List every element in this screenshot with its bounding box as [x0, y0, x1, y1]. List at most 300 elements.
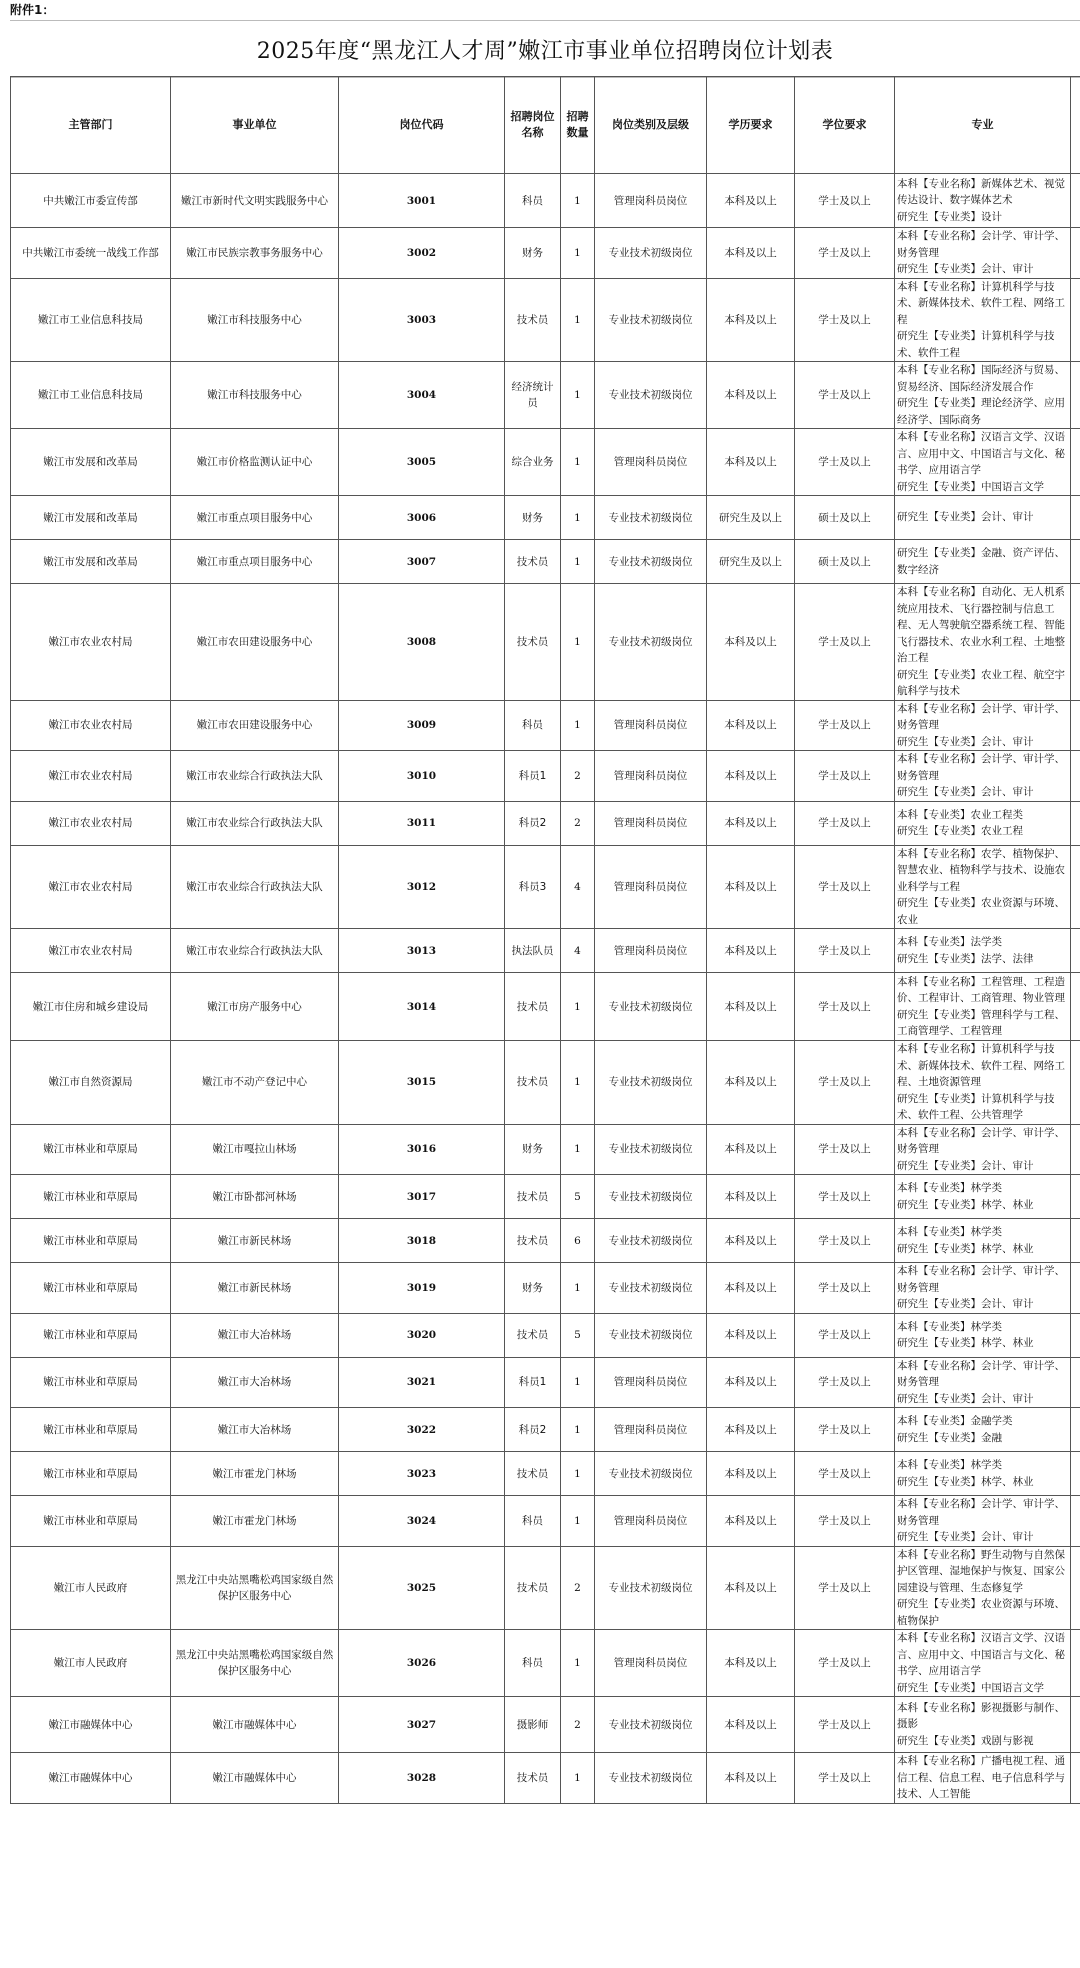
row-major: 本科【专业名称】会计学、审计学、财务管理 研究生【专业类】会计、审计: [895, 228, 1071, 279]
row-major: 研究生【专业类】会计、审计: [895, 496, 1071, 540]
row-code: 3014: [339, 973, 505, 1041]
row-dept: 嫩江市农业农村局: [11, 845, 171, 929]
row-category: 专业技术初级岗位: [595, 496, 707, 540]
row-position: 科员: [505, 1496, 561, 1547]
row-position: 技术员: [505, 584, 561, 701]
row-degree: 学士及以上: [795, 1263, 895, 1314]
row-category: 专业技术初级岗位: [595, 1041, 707, 1125]
row-major: 本科【专业名称】计算机科学与技术、新媒体技术、软件工程、网络工程 研究生【专业类】计算机科学与技术、软件工程: [895, 278, 1071, 362]
row-position: 综合业务: [505, 429, 561, 496]
row-education: 本科及以上: [707, 228, 795, 279]
row-unit: 嫩江市农业综合行政执法大队: [171, 845, 339, 929]
row-code: 3004: [339, 362, 505, 429]
row-degree: 学士及以上: [795, 1452, 895, 1496]
row-position: 科员1: [505, 1357, 561, 1408]
table-row: [11, 228, 1080, 279]
row-position: 科员: [505, 700, 561, 751]
row-count: 1: [561, 496, 595, 540]
row-unit: 黑龙江中央站黑嘴松鸡国家级自然保护区服务中心: [171, 1546, 339, 1630]
row-degree: 学士及以上: [795, 1630, 895, 1697]
row-category: 管理岗科员岗位: [595, 174, 707, 228]
row-major: 本科【专业名称】汉语言文学、汉语言、应用中文、中国语言与文化、秘书学、应用语言学 研究生【专业类】中国语言文学: [895, 1630, 1071, 1697]
row-extra: [1071, 845, 1080, 929]
table-row: [11, 1313, 1080, 1357]
row-education: 本科及以上: [707, 845, 795, 929]
row-education: 本科及以上: [707, 1175, 795, 1219]
header-education: 学历要求: [707, 77, 795, 174]
row-category: 专业技术初级岗位: [595, 1263, 707, 1314]
table-row: [11, 1496, 1080, 1547]
row-degree: 硕士及以上: [795, 540, 895, 584]
row-unit: 嫩江市房产服务中心: [171, 973, 339, 1041]
row-code: 3010: [339, 751, 505, 802]
row-unit: 嫩江市新民林场: [171, 1263, 339, 1314]
row-unit: 嫩江市大冶林场: [171, 1357, 339, 1408]
row-extra: [1071, 174, 1080, 228]
row-extra: [1071, 1263, 1080, 1314]
row-count: 1: [561, 429, 595, 496]
row-code: 3005: [339, 429, 505, 496]
row-education: 本科及以上: [707, 584, 795, 701]
row-major: 本科【专业名称】会计学、审计学、财务管理 研究生【专业类】会计、审计: [895, 751, 1071, 802]
header-category: 岗位类别及层级: [595, 77, 707, 174]
row-extra: [1071, 540, 1080, 584]
row-major: 本科【专业名称】野生动物与自然保护区管理、湿地保护与恢复、国家公园建设与管理、生态修复学 研究生【专业类】农业资源与环境、植物保护: [895, 1546, 1071, 1630]
row-major: 本科【专业名称】广播电视工程、通信工程、信息工程、电子信息科学与技术、人工智能: [895, 1753, 1071, 1804]
table-body: [11, 174, 1080, 1804]
row-degree: 学士及以上: [795, 1753, 895, 1804]
table-row: [11, 362, 1080, 429]
row-unit: 嫩江市新民林场: [171, 1219, 339, 1263]
row-major: 本科【专业类】法学类 研究生【专业类】法学、法律: [895, 929, 1071, 973]
table-row: [11, 1041, 1080, 1125]
header-code: 岗位代码: [339, 77, 505, 174]
row-category: 专业技术初级岗位: [595, 278, 707, 362]
row-degree: 学士及以上: [795, 1041, 895, 1125]
row-extra: [1071, 1219, 1080, 1263]
row-category: 管理岗科员岗位: [595, 1630, 707, 1697]
table-row: [11, 700, 1080, 751]
row-category: 专业技术初级岗位: [595, 540, 707, 584]
row-education: 本科及以上: [707, 700, 795, 751]
row-major: 本科【专业名称】会计学、审计学、财务管理 研究生【专业类】会计、审计: [895, 1496, 1071, 1547]
row-education: 本科及以上: [707, 278, 795, 362]
row-code: 3020: [339, 1313, 505, 1357]
row-dept: 嫩江市融媒体中心: [11, 1697, 171, 1753]
row-education: 本科及以上: [707, 1408, 795, 1452]
row-code: 3026: [339, 1630, 505, 1697]
table-row: [11, 584, 1080, 701]
table-row: [11, 929, 1080, 973]
row-count: 2: [561, 1697, 595, 1753]
attachment-label: 附件1：: [10, 3, 55, 17]
row-dept: 嫩江市发展和改革局: [11, 429, 171, 496]
row-count: 1: [561, 1408, 595, 1452]
row-degree: 学士及以上: [795, 1124, 895, 1175]
row-position: 技术员: [505, 1452, 561, 1496]
row-code: 3013: [339, 929, 505, 973]
header-position: 招聘岗位名称: [505, 77, 561, 174]
row-count: 1: [561, 362, 595, 429]
row-extra: [1071, 1452, 1080, 1496]
row-dept: 嫩江市农业农村局: [11, 584, 171, 701]
row-dept: 嫩江市人民政府: [11, 1546, 171, 1630]
row-extra: [1071, 584, 1080, 701]
row-dept: 嫩江市农业农村局: [11, 929, 171, 973]
table-row: [11, 751, 1080, 802]
row-degree: 学士及以上: [795, 228, 895, 279]
row-code: 3003: [339, 278, 505, 362]
row-position: 技术员: [505, 1313, 561, 1357]
row-position: 技术员: [505, 1219, 561, 1263]
row-dept: 嫩江市林业和草原局: [11, 1219, 171, 1263]
row-code: 3018: [339, 1219, 505, 1263]
row-position: 财务: [505, 1263, 561, 1314]
row-dept: 嫩江市林业和草原局: [11, 1175, 171, 1219]
row-education: 本科及以上: [707, 429, 795, 496]
row-category: 专业技术初级岗位: [595, 973, 707, 1041]
row-extra: [1071, 1753, 1080, 1804]
row-extra: [1071, 751, 1080, 802]
row-extra: [1071, 1313, 1080, 1357]
row-unit: 嫩江市农业综合行政执法大队: [171, 801, 339, 845]
row-count: 4: [561, 929, 595, 973]
row-education: 本科及以上: [707, 174, 795, 228]
row-category: 专业技术初级岗位: [595, 1313, 707, 1357]
row-category: 专业技术初级岗位: [595, 1546, 707, 1630]
row-dept: 嫩江市林业和草原局: [11, 1357, 171, 1408]
row-education: 研究生及以上: [707, 540, 795, 584]
row-count: 1: [561, 228, 595, 279]
row-count: 1: [561, 973, 595, 1041]
row-position: 技术员: [505, 1175, 561, 1219]
row-extra: [1071, 496, 1080, 540]
row-education: 本科及以上: [707, 801, 795, 845]
row-count: 5: [561, 1313, 595, 1357]
row-degree: 学士及以上: [795, 929, 895, 973]
row-code: 3006: [339, 496, 505, 540]
row-education: 本科及以上: [707, 751, 795, 802]
row-degree: 学士及以上: [795, 1313, 895, 1357]
row-category: 专业技术初级岗位: [595, 584, 707, 701]
row-education: 本科及以上: [707, 1496, 795, 1547]
row-major: 本科【专业名称】新媒体艺术、视觉传达设计、数字媒体艺术 研究生【专业类】设计: [895, 174, 1071, 228]
table-row: [11, 1408, 1080, 1452]
table-header-row: [11, 77, 1080, 174]
row-category: 专业技术初级岗位: [595, 1219, 707, 1263]
row-count: 1: [561, 1496, 595, 1547]
row-extra: [1071, 801, 1080, 845]
row-dept: 中共嫩江市委统一战线工作部: [11, 228, 171, 279]
row-extra: [1071, 1496, 1080, 1547]
row-dept: 嫩江市林业和草原局: [11, 1263, 171, 1314]
row-major: 本科【专业名称】自动化、无人机系统应用技术、飞行器控制与信息工程、无人驾驶航空器系统工程、智能飞行器技术、农业水利工程、土地整治工程 研究生【专业类】农业工程、航空宇航科学与技术: [895, 584, 1071, 701]
row-education: 本科及以上: [707, 1124, 795, 1175]
row-position: 技术员: [505, 973, 561, 1041]
row-education: 研究生及以上: [707, 496, 795, 540]
table-row: [11, 1124, 1080, 1175]
row-major: 本科【专业类】林学类 研究生【专业类】林学、林业: [895, 1452, 1071, 1496]
row-position: 财务: [505, 1124, 561, 1175]
row-unit: 嫩江市大冶林场: [171, 1408, 339, 1452]
row-dept: 嫩江市林业和草原局: [11, 1313, 171, 1357]
row-major: 本科【专业类】农业工程类 研究生【专业类】农业工程: [895, 801, 1071, 845]
row-position: 执法队员: [505, 929, 561, 973]
table-row: [11, 1263, 1080, 1314]
row-count: 1: [561, 1753, 595, 1804]
header-degree: 学位要求: [795, 77, 895, 174]
row-major: 本科【专业名称】会计学、审计学、财务管理 研究生【专业类】会计、审计: [895, 1263, 1071, 1314]
row-extra: [1071, 700, 1080, 751]
row-category: 管理岗科员岗位: [595, 845, 707, 929]
row-position: 财务: [505, 228, 561, 279]
row-category: 管理岗科员岗位: [595, 1496, 707, 1547]
table-row: [11, 973, 1080, 1041]
table-row: [11, 1753, 1080, 1804]
header-count: 招聘数量: [561, 77, 595, 174]
table-row: [11, 1452, 1080, 1496]
row-code: 3022: [339, 1408, 505, 1452]
row-degree: 学士及以上: [795, 362, 895, 429]
row-count: 2: [561, 751, 595, 802]
row-category: 专业技术初级岗位: [595, 1753, 707, 1804]
row-code: 3019: [339, 1263, 505, 1314]
row-extra: [1071, 929, 1080, 973]
row-position: 经济统计员: [505, 362, 561, 429]
row-unit: 嫩江市农田建设服务中心: [171, 584, 339, 701]
row-education: 本科及以上: [707, 929, 795, 973]
row-unit: 嫩江市大冶林场: [171, 1313, 339, 1357]
row-unit: 嫩江市农业综合行政执法大队: [171, 751, 339, 802]
row-code: 3012: [339, 845, 505, 929]
row-count: 1: [561, 584, 595, 701]
row-major: 本科【专业名称】国际经济与贸易、贸易经济、国际经济发展合作 研究生【专业类】理论经济学、应用经济学、国际商务: [895, 362, 1071, 429]
row-category: 管理岗科员岗位: [595, 751, 707, 802]
row-category: 管理岗科员岗位: [595, 700, 707, 751]
row-category: 管理岗科员岗位: [595, 1357, 707, 1408]
header-unit: 事业单位: [171, 77, 339, 174]
row-unit: 嫩江市霍龙门林场: [171, 1496, 339, 1547]
row-count: 1: [561, 1263, 595, 1314]
row-position: 技术员: [505, 278, 561, 362]
row-extra: [1071, 1357, 1080, 1408]
table-row: [11, 845, 1080, 929]
row-dept: 嫩江市工业信息科技局: [11, 362, 171, 429]
row-extra: [1071, 429, 1080, 496]
row-category: 专业技术初级岗位: [595, 1452, 707, 1496]
row-extra: [1071, 1041, 1080, 1125]
row-unit: 嫩江市融媒体中心: [171, 1753, 339, 1804]
row-category: 专业技术初级岗位: [595, 362, 707, 429]
row-count: 1: [561, 174, 595, 228]
row-education: 本科及以上: [707, 1041, 795, 1125]
row-code: 3027: [339, 1697, 505, 1753]
row-degree: 学士及以上: [795, 1546, 895, 1630]
row-major: 本科【专业类】林学类 研究生【专业类】林学、林业: [895, 1313, 1071, 1357]
row-extra: [1071, 362, 1080, 429]
row-major: 本科【专业类】金融学类 研究生【专业类】金融: [895, 1408, 1071, 1452]
row-position: 科员: [505, 1630, 561, 1697]
row-major: 本科【专业名称】农学、植物保护、智慧农业、植物科学与技术、设施农业科学与工程 研究生【专业类】农业资源与环境、农业: [895, 845, 1071, 929]
row-education: 本科及以上: [707, 1452, 795, 1496]
row-extra: [1071, 1124, 1080, 1175]
row-degree: 学士及以上: [795, 1219, 895, 1263]
row-count: 2: [561, 1546, 595, 1630]
row-dept: 嫩江市林业和草原局: [11, 1124, 171, 1175]
row-position: 科员2: [505, 1408, 561, 1452]
row-code: 3028: [339, 1753, 505, 1804]
row-unit: 嫩江市嘎拉山林场: [171, 1124, 339, 1175]
row-education: 本科及以上: [707, 1219, 795, 1263]
row-dept: 嫩江市农业农村局: [11, 751, 171, 802]
row-dept: 嫩江市工业信息科技局: [11, 278, 171, 362]
row-position: 摄影师: [505, 1697, 561, 1753]
row-extra: [1071, 1630, 1080, 1697]
row-major: 本科【专业名称】会计学、审计学、财务管理 研究生【专业类】会计、审计: [895, 1124, 1071, 1175]
header-dept: 主管部门: [11, 77, 171, 174]
row-code: 3009: [339, 700, 505, 751]
row-unit: 嫩江市重点项目服务中心: [171, 540, 339, 584]
row-count: 1: [561, 1124, 595, 1175]
row-degree: 学士及以上: [795, 845, 895, 929]
row-major: 本科【专业名称】汉语言文学、汉语言、应用中文、中国语言与文化、秘书学、应用语言学 研究生【专业类】中国语言文学: [895, 429, 1071, 496]
row-major: 本科【专业名称】影视摄影与制作、摄影 研究生【专业类】戏剧与影视: [895, 1697, 1071, 1753]
row-dept: 嫩江市农业农村局: [11, 700, 171, 751]
header-extra: [1071, 77, 1080, 174]
row-education: 本科及以上: [707, 1546, 795, 1630]
row-category: 专业技术初级岗位: [595, 1697, 707, 1753]
row-position: 技术员: [505, 1041, 561, 1125]
row-degree: 学士及以上: [795, 429, 895, 496]
row-unit: 嫩江市农田建设服务中心: [171, 700, 339, 751]
row-position: 财务: [505, 496, 561, 540]
row-degree: 学士及以上: [795, 1357, 895, 1408]
row-code: 3024: [339, 1496, 505, 1547]
row-count: 1: [561, 1357, 595, 1408]
row-extra: [1071, 1546, 1080, 1630]
table-row: [11, 540, 1080, 584]
row-category: 专业技术初级岗位: [595, 228, 707, 279]
row-degree: 学士及以上: [795, 1408, 895, 1452]
row-extra: [1071, 1175, 1080, 1219]
row-degree: 硕士及以上: [795, 496, 895, 540]
row-count: 1: [561, 1041, 595, 1125]
row-code: 3017: [339, 1175, 505, 1219]
row-extra: [1071, 973, 1080, 1041]
table-row: [11, 801, 1080, 845]
row-extra: [1071, 1408, 1080, 1452]
row-position: 技术员: [505, 1753, 561, 1804]
row-unit: 嫩江市霍龙门林场: [171, 1452, 339, 1496]
row-dept: 嫩江市人民政府: [11, 1630, 171, 1697]
recruitment-table: [10, 76, 1080, 1804]
row-count: 1: [561, 1452, 595, 1496]
row-degree: 学士及以上: [795, 1697, 895, 1753]
row-count: 2: [561, 801, 595, 845]
page-title: 2025年度“黑龙江人才周”嫩江市事业单位招聘岗位计划表: [10, 20, 1080, 78]
row-unit: 黑龙江中央站黑嘴松鸡国家级自然保护区服务中心: [171, 1630, 339, 1697]
row-education: 本科及以上: [707, 1697, 795, 1753]
row-education: 本科及以上: [707, 1313, 795, 1357]
row-degree: 学士及以上: [795, 1175, 895, 1219]
row-code: 3001: [339, 174, 505, 228]
row-major: 本科【专业类】林学类 研究生【专业类】林学、林业: [895, 1175, 1071, 1219]
row-degree: 学士及以上: [795, 1496, 895, 1547]
row-position: 技术员: [505, 1546, 561, 1630]
row-dept: 嫩江市住房和城乡建设局: [11, 973, 171, 1041]
table-row: [11, 429, 1080, 496]
row-dept: 嫩江市融媒体中心: [11, 1753, 171, 1804]
row-unit: 嫩江市融媒体中心: [171, 1697, 339, 1753]
row-education: 本科及以上: [707, 362, 795, 429]
row-count: 5: [561, 1175, 595, 1219]
row-education: 本科及以上: [707, 1263, 795, 1314]
table-row: [11, 174, 1080, 228]
row-position: 科员3: [505, 845, 561, 929]
row-code: 3007: [339, 540, 505, 584]
row-dept: 嫩江市林业和草原局: [11, 1496, 171, 1547]
table-row: [11, 278, 1080, 362]
header-major: 专业: [895, 77, 1071, 174]
row-education: 本科及以上: [707, 1753, 795, 1804]
table-row: [11, 1546, 1080, 1630]
row-unit: 嫩江市不动产登记中心: [171, 1041, 339, 1125]
row-degree: 学士及以上: [795, 278, 895, 362]
row-extra: [1071, 278, 1080, 362]
row-education: 本科及以上: [707, 1357, 795, 1408]
row-category: 专业技术初级岗位: [595, 1175, 707, 1219]
row-category: 专业技术初级岗位: [595, 1124, 707, 1175]
row-degree: 学士及以上: [795, 973, 895, 1041]
row-code: 3016: [339, 1124, 505, 1175]
row-category: 管理岗科员岗位: [595, 801, 707, 845]
row-major: 研究生【专业类】金融、资产评估、数字经济: [895, 540, 1071, 584]
row-dept: 嫩江市林业和草原局: [11, 1408, 171, 1452]
row-education: 本科及以上: [707, 973, 795, 1041]
row-dept: 嫩江市自然资源局: [11, 1041, 171, 1125]
row-code: 3011: [339, 801, 505, 845]
row-dept: 嫩江市发展和改革局: [11, 496, 171, 540]
row-extra: [1071, 1697, 1080, 1753]
row-position: 科员2: [505, 801, 561, 845]
table-row: [11, 1697, 1080, 1753]
row-degree: 学士及以上: [795, 584, 895, 701]
row-dept: 嫩江市发展和改革局: [11, 540, 171, 584]
row-unit: 嫩江市价格监测认证中心: [171, 429, 339, 496]
row-unit: 嫩江市农业综合行政执法大队: [171, 929, 339, 973]
row-unit: 嫩江市民族宗教事务服务中心: [171, 228, 339, 279]
row-education: 本科及以上: [707, 1630, 795, 1697]
row-unit: 嫩江市新时代文明实践服务中心: [171, 174, 339, 228]
row-count: 6: [561, 1219, 595, 1263]
row-code: 3015: [339, 1041, 505, 1125]
row-major: 本科【专业类】林学类 研究生【专业类】林学、林业: [895, 1219, 1071, 1263]
row-degree: 学士及以上: [795, 751, 895, 802]
row-major: 本科【专业名称】会计学、审计学、财务管理 研究生【专业类】会计、审计: [895, 1357, 1071, 1408]
table-row: [11, 1219, 1080, 1263]
row-unit: 嫩江市科技服务中心: [171, 362, 339, 429]
row-degree: 学士及以上: [795, 801, 895, 845]
row-count: 1: [561, 540, 595, 584]
row-unit: 嫩江市科技服务中心: [171, 278, 339, 362]
row-category: 管理岗科员岗位: [595, 429, 707, 496]
row-major: 本科【专业名称】计算机科学与技术、新媒体技术、软件工程、网络工程、土地资源管理 研究生【专业类】计算机科学与技术、软件工程、公共管理学: [895, 1041, 1071, 1125]
row-dept: 中共嫩江市委宣传部: [11, 174, 171, 228]
row-code: 3002: [339, 228, 505, 279]
row-degree: 学士及以上: [795, 700, 895, 751]
row-unit: 嫩江市重点项目服务中心: [171, 496, 339, 540]
row-count: 1: [561, 278, 595, 362]
